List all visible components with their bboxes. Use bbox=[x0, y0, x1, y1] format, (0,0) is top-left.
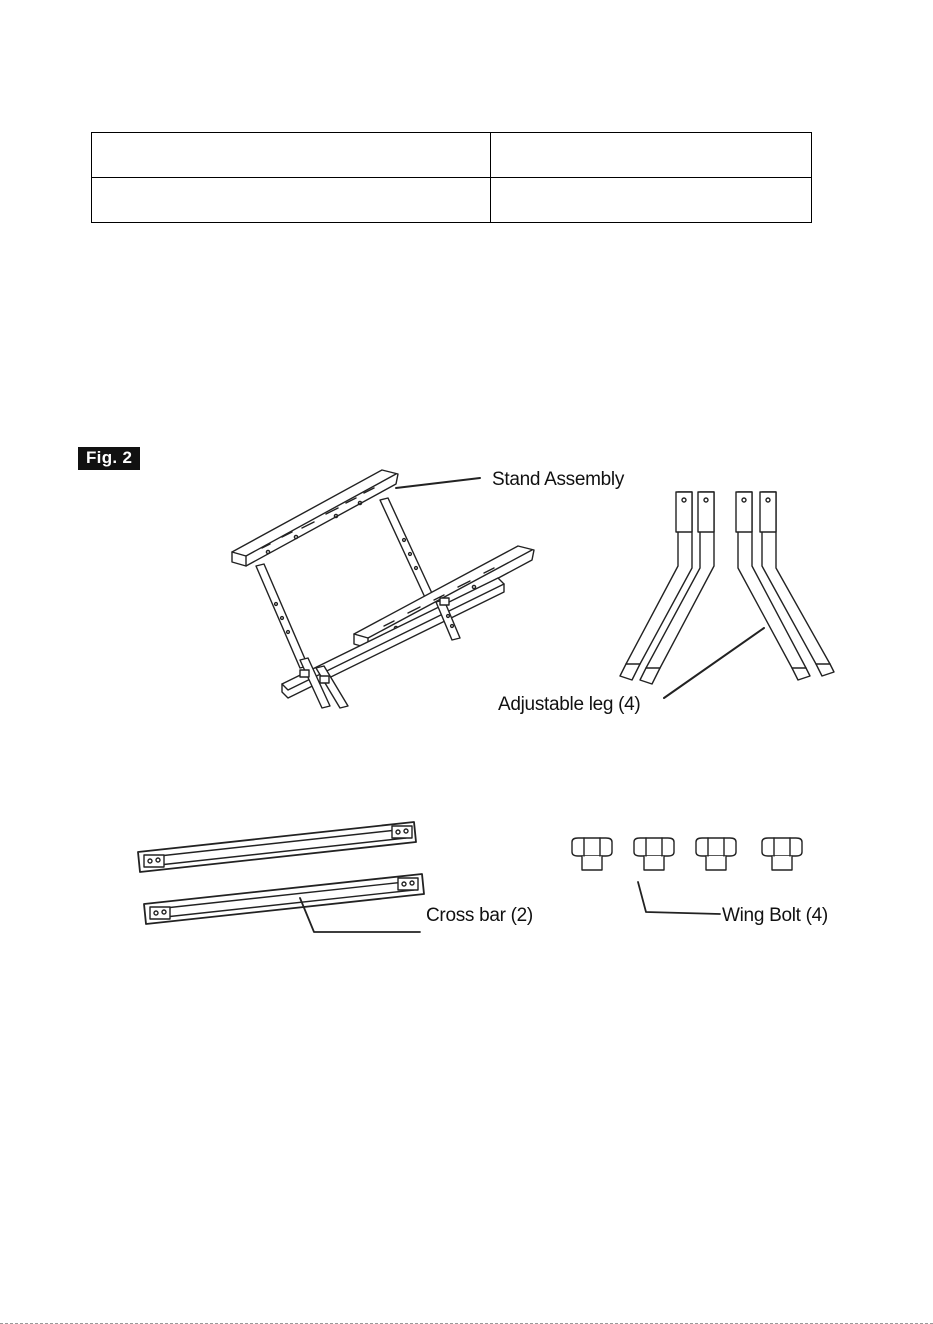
figure-label: Fig. 2 bbox=[78, 447, 140, 470]
cross-bar-label: Cross bar (2) bbox=[426, 905, 533, 926]
cross-bars-drawing bbox=[138, 822, 424, 924]
adjustable-legs-drawing bbox=[620, 492, 834, 684]
stand-assembly-label: Stand Assembly bbox=[492, 469, 625, 490]
wing-bolt-label: Wing Bolt (4) bbox=[722, 905, 828, 926]
stand-assembly-drawing bbox=[232, 470, 534, 708]
adjustable-leg-label: Adjustable leg (4) bbox=[498, 694, 641, 715]
wing-bolts-drawing bbox=[572, 838, 802, 870]
